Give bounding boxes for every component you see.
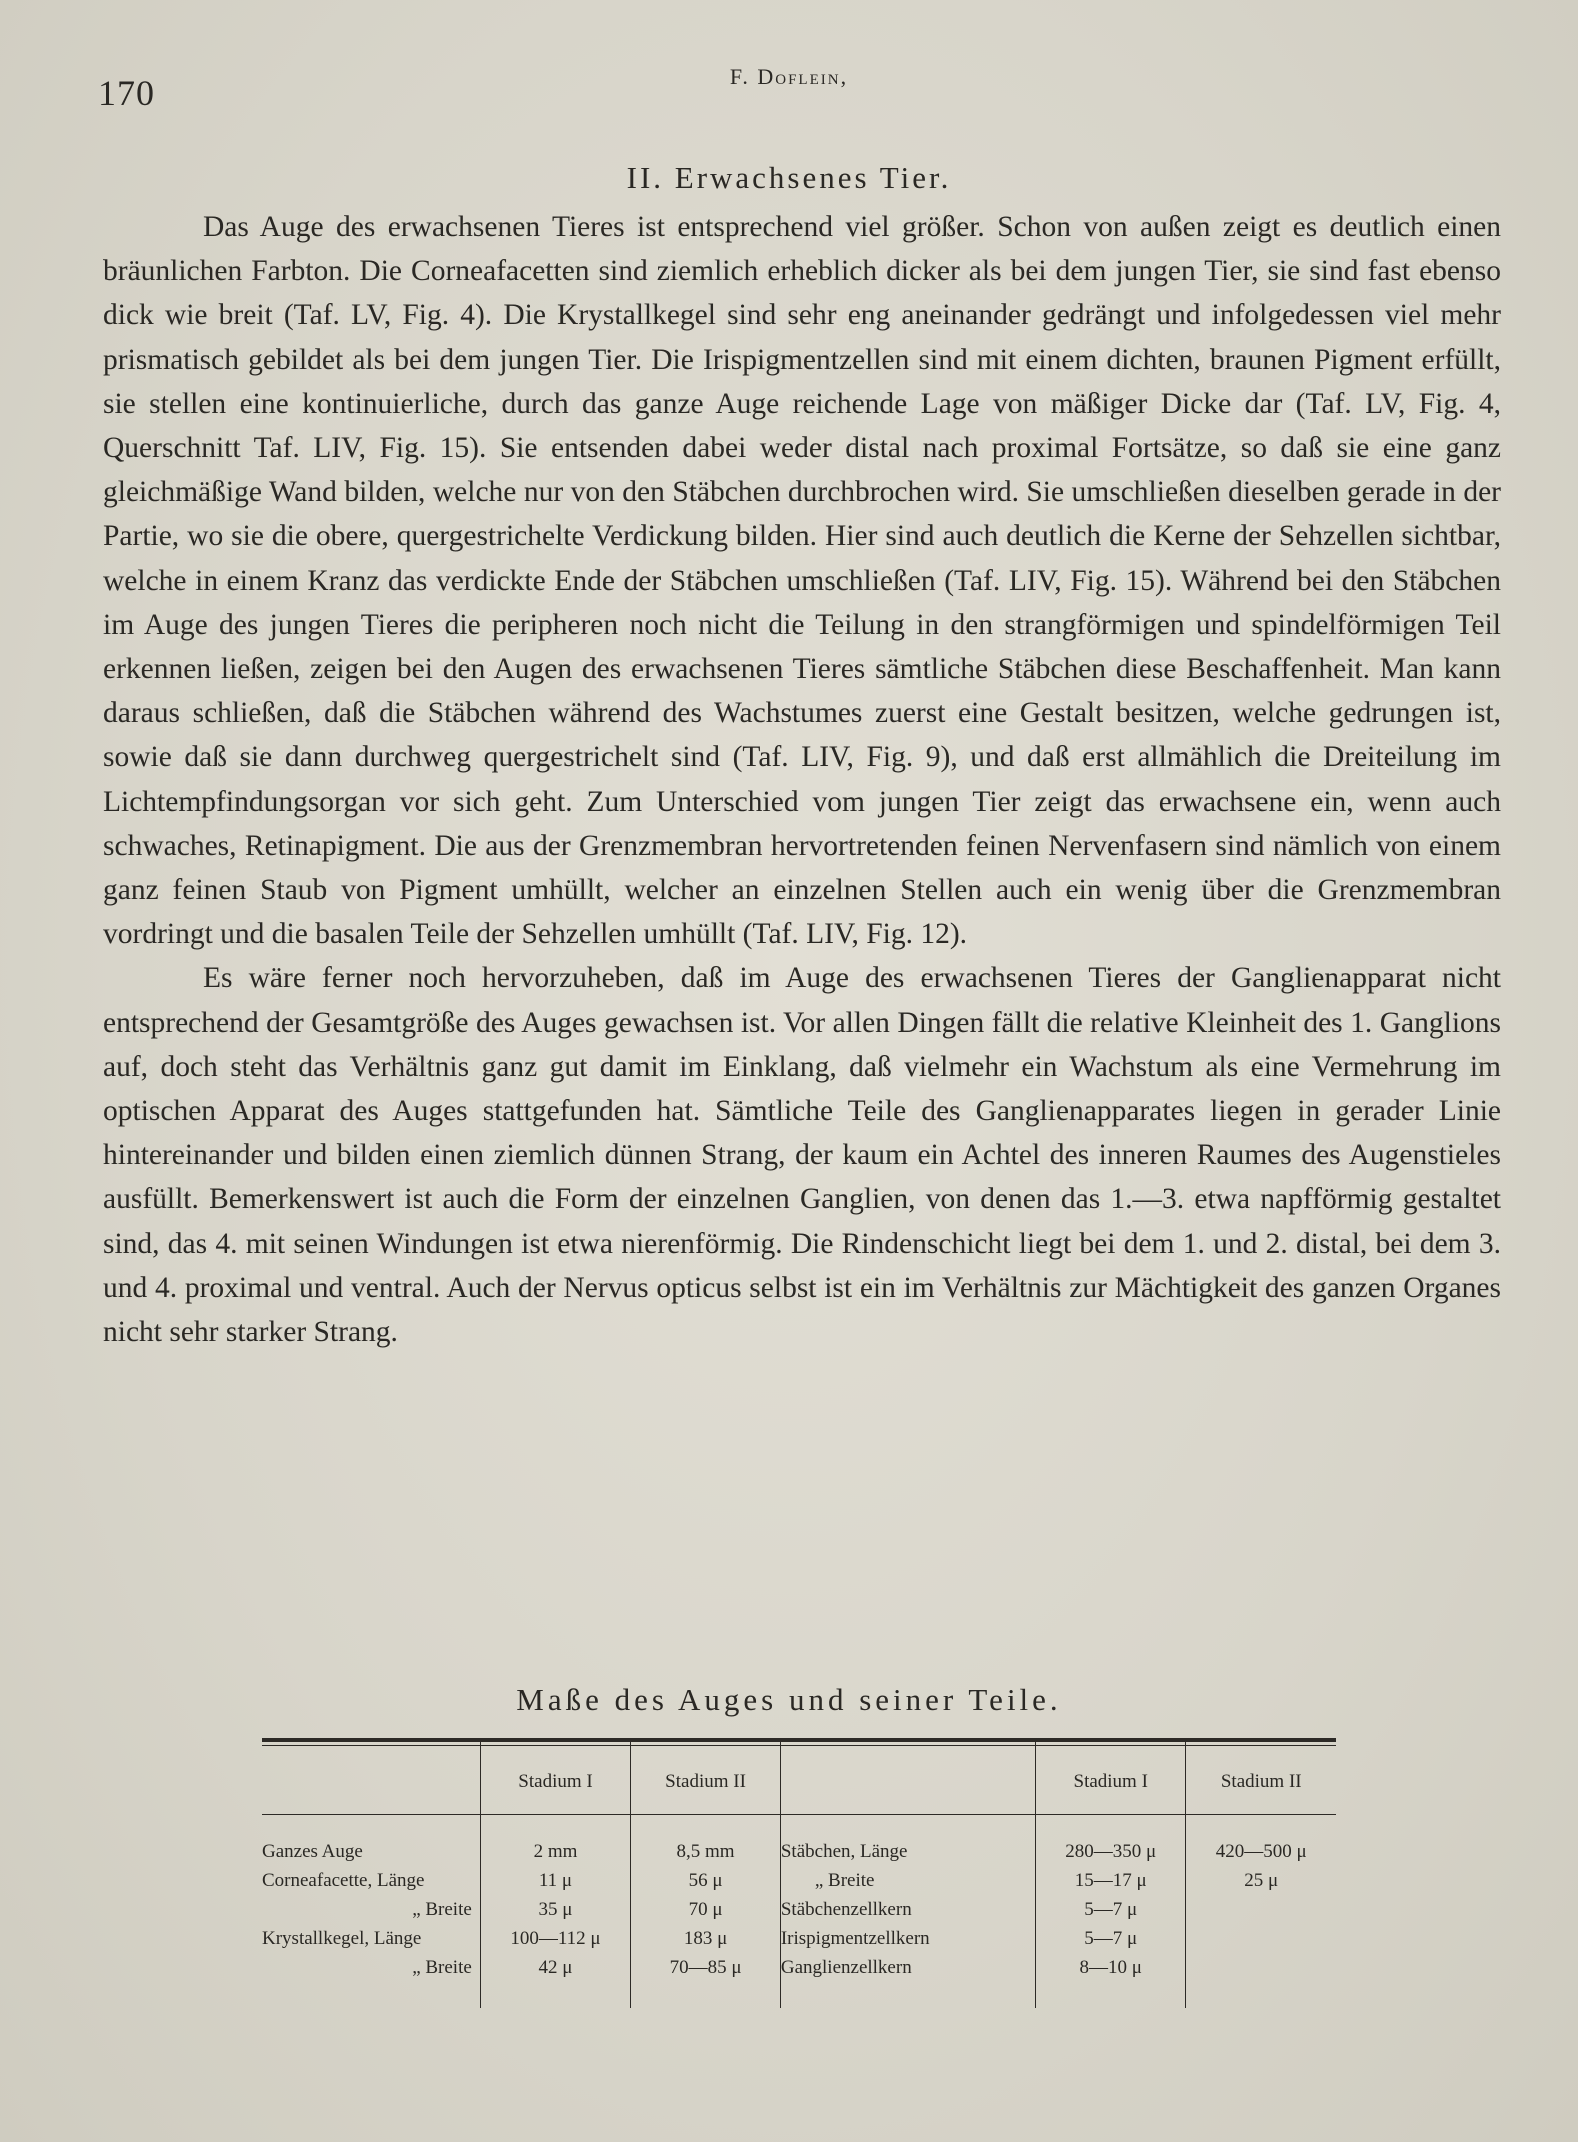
- cell-value: 5—7 μ: [1035, 1924, 1186, 1953]
- cell-value: 280—350 μ: [1035, 1815, 1186, 1867]
- cell-value: 25 μ: [1186, 1866, 1336, 1895]
- row-label: Irispigmentzellkern: [780, 1924, 1035, 1953]
- cell-value: 42 μ: [480, 1953, 630, 2008]
- table-header-row: [262, 1740, 1336, 1815]
- row-label: „ Breite: [780, 1866, 1035, 1895]
- table-title: Maße des Auges und seiner Teile.: [516, 1682, 1062, 1717]
- row-label: „ Breite: [412, 1956, 472, 1978]
- header-stadium-1-left: Stadium I: [480, 1740, 630, 1815]
- cell-value: [1186, 1895, 1336, 1924]
- cell-value: 183 μ: [631, 1924, 781, 1953]
- running-head: F. Doflein,: [729, 64, 849, 89]
- cell-value: 70—85 μ: [631, 1953, 781, 2008]
- table-row: [262, 1924, 1336, 1953]
- cell-value: 70 μ: [631, 1895, 781, 1924]
- row-label: Corneafacette, Länge: [262, 1869, 425, 1891]
- cell-value: 11 μ: [480, 1866, 630, 1895]
- header-empty-left: [262, 1740, 480, 1815]
- section-heading: II. Erwachsenes Tier.: [626, 160, 952, 195]
- cell-value: 35 μ: [480, 1895, 630, 1924]
- cell-value: 8—10 μ: [1035, 1953, 1186, 2008]
- row-label: Stäbchen, Länge: [780, 1815, 1035, 1867]
- cell-value: 8,5 mm: [631, 1815, 781, 1867]
- body-text: [103, 205, 1501, 1354]
- row-label: „ Breite: [412, 1898, 472, 1920]
- table-row: [262, 1866, 1336, 1895]
- page-number: 170: [98, 73, 155, 113]
- row-label: Krystallkegel, Länge: [262, 1927, 422, 1949]
- cell-value: 420—500 μ: [1186, 1815, 1336, 1867]
- header-stadium-2-right: Stadium II: [1186, 1740, 1336, 1815]
- row-label: Ganglienzellkern: [780, 1953, 1035, 2008]
- cell-value: [1186, 1953, 1336, 2008]
- table-row: [262, 1895, 1336, 1924]
- header-stadium-1-right: Stadium I: [1035, 1740, 1186, 1815]
- row-label: Ganzes Auge: [262, 1840, 363, 1862]
- cell-value: 2 mm: [480, 1815, 630, 1867]
- table-row: [262, 1953, 1336, 2008]
- measurement-table: [262, 1738, 1336, 2008]
- table-row: [262, 1815, 1336, 1867]
- cell-value: 5—7 μ: [1035, 1895, 1186, 1924]
- header-stadium-2-left: Stadium II: [631, 1740, 781, 1815]
- cell-value: [1186, 1924, 1336, 1953]
- paragraph: Das Auge des erwachsenen Tieres ist entsprechend viel größer. Schon von außen zeigt es deutlich einen bräunlichen Farbton. Die Corneafacetten sind ziemlich erheblich dicker als bei dem jungen Tier, sie sind fast ebenso dick wie breit (Taf. LV, Fig. 4). Die Krystallkegel sind sehr eng aneinander gedrängt und infolgedessen viel mehr prismatisch gebildet als bei dem jungen Tier. Die Irispigmentzellen sind mit einem dichten, braunen Pigment erfüllt, sie stellen eine kontinuierliche, durch das ganze Auge reichende Lage von mäßiger Dicke dar (Taf. LV, Fig. 4, Querschnitt Taf. LIV, Fig. 15). Sie entsenden dabei weder distal nach proximal Fortsätze, so daß sie eine ganz gleichmäßige Wand bilden, welche nur von den Stäbchen durchbrochen wird. Sie umschließen dieselben gerade in der Partie, wo sie die obere, quergestrichelte Verdickung bilden. Hier sind auch deutlich die Kerne der Sehzellen sichtbar, welche in einem Kranz das verdickte Ende der Stäbchen umschließen (Taf. LIV, Fig. 15). Während bei den Stäbchen im Auge des jungen Tieres die peripheren noch nicht die Teilung in den strangförmigen und spindelförmigen Teil erkennen ließen, zeigen bei den Augen des erwachsenen Tieres sämtliche Stäbchen diese Beschaffenheit. Man kann daraus schließen, daß die Stäbchen während des Wachstumes zuerst eine Gestalt besitzen, welche gedrungen ist, sowie daß sie dann durchweg quergestrichelt sind (Taf. LIV, Fig. 9), und daß erst allmählich die Dreiteilung im Lichtempfindungsorgan vor sich geht. Zum Unterschied vom jungen Tier zeigt das erwachsene ein, wenn auch schwaches, Retinapigment. Die aus der Grenzmembran hervortretenden feinen Nervenfasern sind nämlich von einem ganz feinen Staub von Pigment umhüllt, welcher an einzelnen Stellen auch ein wenig über die Grenzmembran vordringt und die basalen Teile der Sehzellen umhüllt (Taf. LIV, Fig. 12).: [103, 211, 1501, 951]
- cell-value: 56 μ: [631, 1866, 781, 1895]
- header-empty-right: [780, 1740, 1035, 1815]
- cell-value: 15—17 μ: [1035, 1866, 1186, 1895]
- cell-value: 100—112 μ: [480, 1924, 630, 1953]
- row-label: Stäbchenzellkern: [780, 1895, 1035, 1924]
- paragraph: Es wäre ferner noch hervorzuheben, daß im Auge des erwachsenen Tieres der Ganglienapparat nicht entsprechend der Gesamtgröße des Auges gewachsen ist. Vor allen Dingen fällt die relative Kleinheit des 1. Ganglions auf, doch steht das Verhältnis ganz gut damit im Einklang, daß vielmehr ein Wachstum als eine Vermehrung im optischen Apparat des Auges stattgefunden hat. Sämtliche Teile des Ganglienapparates liegen in gerader Linie hintereinander und bilden einen ziemlich dünnen Strang, der kaum ein Achtel des inneren Raumes des Augenstieles ausfüllt. Bemerkenswert ist auch die Form der einzelnen Ganglien, von denen das 1.—3. etwa napfförmig gestaltet sind, das 4. mit seinen Windungen ist etwa nierenförmig. Die Rindenschicht liegt bei dem 1. und 2. distal, bei dem 3. und 4. proximal und ventral. Auch der Nervus opticus selbst ist ein im Verhältnis zur Mächtigkeit des ganzen Organes nicht sehr starker Strang.: [103, 962, 1501, 1349]
